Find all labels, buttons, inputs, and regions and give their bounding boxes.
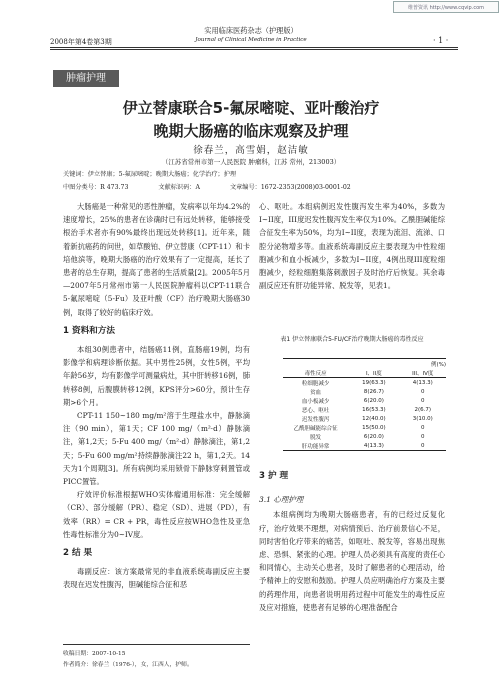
table-cell: 15(50.0) (362, 424, 386, 431)
paragraph: 毒副反应：该方案最常见的非血液系统毒副反应主要表现在迟发性腹泻，胆碱能综合征和恶 (63, 567, 250, 590)
right-column-lower (259, 470, 445, 614)
right-column (259, 200, 445, 292)
header-rule (50, 47, 458, 48)
table-cell: 粒细胞减少 (301, 380, 330, 387)
toxicity-table (283, 358, 446, 451)
paragraph: 心、呕吐。本组病例迟发性腹泻发生率为40%，多数为I~II度，III度迟发性腹泻发生率仅为10%。乙酰胆碱能综合征发生率为50%，均为I~II度，表现为流泪、流涕、口腔分泌物增多等。血液系统毒副反应主要表现为中性粒细胞减少和血小板减少，多数为I~II度，4例出现III度粒细胞减少，经粒细胞集落刺激因子及时治疗后恢复。其余毒副反应还有肝功能异常、脱发等，见表1。 (259, 202, 445, 291)
table-cell: 12(40.0) (362, 415, 386, 422)
table-header-cell: 毒性反应 (283, 368, 348, 378)
section-heading-3: 3 护 理 (259, 471, 289, 481)
journal-title-cn: 实用临床医药杂志（护理版） (204, 26, 298, 35)
table-cell: 6(20.0) (363, 397, 384, 404)
section-heading-2: 2 结 果 (63, 548, 93, 559)
table-header-cell: III、IV度 (400, 368, 446, 378)
left-column (63, 200, 250, 592)
author-bio: 作者简介：徐春兰（1976-），女，江西人，护师。 (63, 662, 193, 668)
table-cell: 6(20.0) (363, 433, 384, 440)
paragraph: 疗效评价标准根据WHO实体瘤通用标准：完全缓解（CR）、部分缓解（PR）、稳定（SD）、进展（PD），有效率（RR）= CR + PR，毒性反应按WHO急性及亚急性毒性标准分为0~IV度。 (63, 490, 250, 539)
table-row (283, 423, 446, 432)
table-cell: 3(10.0) (412, 415, 433, 422)
journal-title-en: Journal of Clinical Medicine in Practice (195, 37, 307, 43)
table-cell: 0 (400, 441, 446, 451)
table-row (283, 387, 446, 396)
received-date: 收稿日期：2007-10-15 (63, 651, 126, 657)
table-cell: 4(13.3) (412, 379, 433, 386)
table-row (283, 396, 446, 405)
table-cell: 19(63.3) (362, 379, 386, 386)
table-cell: 血小板减少 (301, 398, 330, 405)
table-cell: 肝功能异常 (283, 441, 348, 451)
table-cell: 4(13.3) (348, 441, 399, 451)
table-cell: 0 (421, 388, 425, 395)
paragraph: CPT-11 150~180 mg/m²溶于生理盐水中，静脉滴注（90 min），第1天；CF 100 mg/（m²·d）静脉滴注，第1,2天；5-Fu 400 mg/（m²·d）静脉滴注，第1,2天；5-Fu 600 mg/m²持续静脉滴注22 h，第1,2天。14天为1个周期[3]。所有病例均采用锁骨下静脉穿刺置管或PICC置管。 (63, 411, 250, 487)
table-header-cell: I、II度 (348, 368, 399, 378)
table-cell: 贫血 (310, 389, 322, 396)
page-number: · 1 · (433, 36, 449, 45)
table-row (283, 405, 446, 414)
intro-paragraph: 大肠癌是一种常见的恶性肿瘤，发病率以年均4.2%的速度增长，25%的患者在诊确时已有远处转移，能够接受根治手术者亦有90%最终出现远处转移[1]。近年来，随着新抗癌药的问世，如草酸铂、伊立替康（CPT-11）和卡培他滨等，晚期大肠癌的治疗效果有了一定提高，延长了患者的总生存期，提高了患者的生活质量[2]。2005年5月—2007年5月常州市第一人民医院肿瘤科以CPT-11联合5-氟尿嘧啶（5-Fu）及亚叶酸（CF）治疗晚期大肠癌30例，取得了较好的临床疗效。 (63, 202, 250, 317)
article-title-line2: 晚期大肠癌的临床观察及护理 (153, 122, 349, 140)
table-row (283, 414, 446, 423)
table-cell: 乙酰胆碱能综合征 (293, 425, 338, 432)
table-row (283, 378, 446, 388)
classification-line (63, 182, 443, 191)
header-rule-thin (50, 49, 458, 50)
table-cell: 0 (421, 397, 425, 404)
table-cell: 16(53.3) (362, 406, 386, 413)
table-cell: 脱发 (310, 434, 322, 441)
affiliation: （江苏省常州市第一人民医院 肿瘤科，江苏 常州，213003） (161, 158, 341, 166)
issue-label: 2008年第4卷第3期 (50, 38, 112, 46)
table-cell: 2(6.7) (414, 406, 432, 413)
table-cell: 0 (421, 433, 425, 440)
table-row (283, 441, 446, 451)
table-cell: 0 (421, 424, 425, 431)
paragraph: 本组30例患者中，结肠癌11例，直肠癌19例，均有影像学和病理诊断依据。其中男性25例，女性5例，平均年龄56岁，均有影像学可测量病灶，其中肝转移16例，肺转移8例，后腹膜转移12例，KPS评分>60分，预计生存期>6个月。 (63, 345, 250, 407)
footnote-rule (63, 644, 250, 645)
table-row (283, 432, 446, 441)
article-number: 文章编号：1672-2353(2008)03-0001-02 (229, 184, 351, 191)
keywords: 关键词：伊立替康；5-氟尿嘧啶；晚期大肠癌；化学治疗；护理 (63, 171, 237, 178)
watermark: 维普资讯 http://www.cqvip.com (393, 1, 499, 13)
section-heading-1: 1 资料和方法 (63, 325, 115, 336)
table-cell: 迟发性腹泻 (301, 416, 330, 423)
authors: 徐春兰，高雪娟，赵洁敏 (193, 145, 309, 156)
subsection-heading: 3.1 心理护理 (259, 495, 304, 505)
article-title-line1: 伊立替康联合5-氟尿嘧啶、亚叶酸治疗 (122, 99, 380, 117)
table-title: 表1 伊立替康联合5-FU/CF治疗晚期大肠癌的毒性反应 (280, 336, 424, 343)
document-code: 文献标识码：A (158, 184, 200, 191)
clc-number: 中图分类号：R 473.73 (63, 184, 129, 191)
table-unit: 例(%) (348, 359, 446, 369)
paragraph: 本组病例均为晚期大肠癌患者，有的已经过反复化疗，治疗效果不理想，对病情预后、治疗前景信心不足，同时害怕化疗带来的痛苦，如呕吐、脱发等，容易出现焦虑、恐惧、紧张的心理。护理人员必须具有高度的责任心和同情心，主动关心患者，及时了解患者的心理活动，给予精神上的安慰和鼓励。护理人员应明确治疗方案及主要的药理作用，向患者说明用药过程中可能发生的毒性反应及应对措施，使患者有足够的心理准备配合 (259, 510, 445, 612)
table-cell: 8(26.7) (363, 388, 384, 395)
section-label: 肿瘤护理 (53, 70, 119, 87)
table-cell: 恶心、呕吐 (301, 407, 330, 414)
